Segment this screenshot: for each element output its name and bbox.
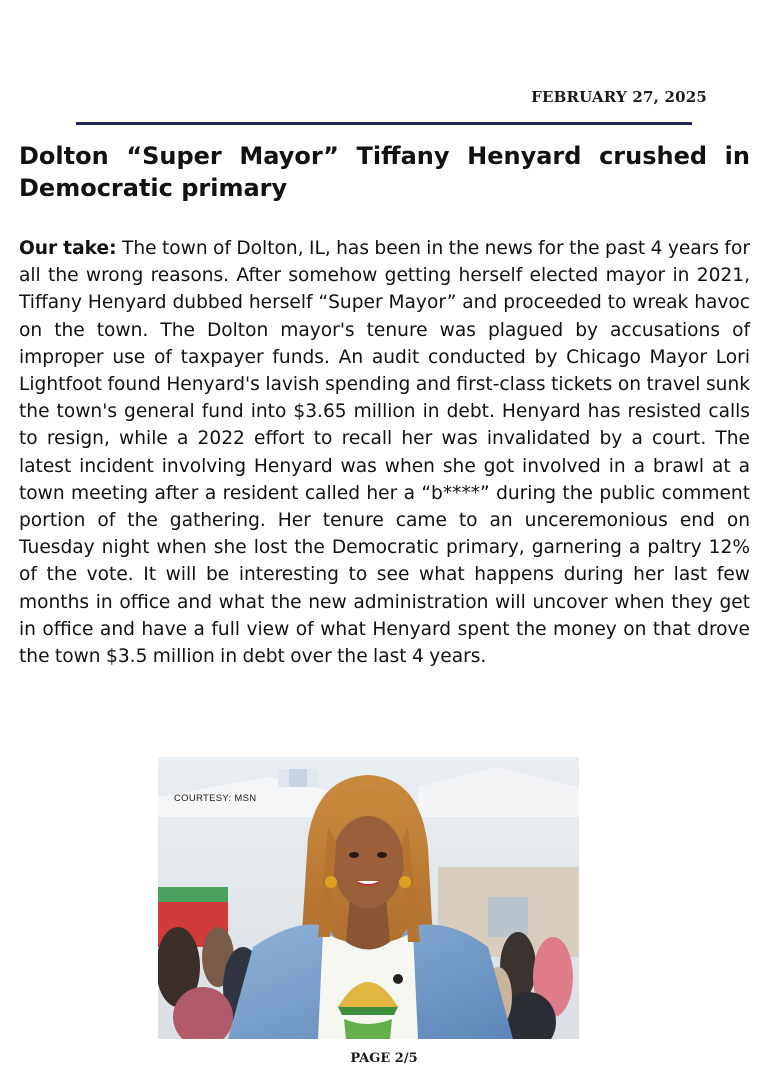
article-date: FEBRUARY 27, 2025 (531, 88, 707, 106)
page-number: PAGE 2/5 (350, 1051, 418, 1066)
lead-label: Our take: (19, 238, 117, 259)
article-headline: Dolton “Super Mayor” Tiffany Henyard crushed in Democratic primary (19, 142, 750, 202)
photo-credit: COURTESY: MSN (174, 793, 257, 804)
article-body-text: The town of Dolton, IL, has been in the news for the past 4 years for all the wrong reasons. After somehow getting herself elected mayor in 2021, Tiffany Henyard dubbed herself “Super Mayor” and proceeded to wreak havoc on the town. The Dolton mayor's tenure was plagued by accusations of improper use of taxpayer funds. An audit conducted by Chicago Mayor Lori Lightfoot found Henyard's lavish spending and first-class tickets on travel sunk the town's general fund into $3.65 million in debt. Henyard has resisted calls to resign, while a 2022 effort to recall her was invalidated by a court. The latest incident involving Henyard was when she got involved in a brawl at a town meeting after a resident called her a “b****” during the public comment portion of the gathering. Her tenure came to an unceremonious end on Tuesday night when she lost the Democratic primary, garnering a paltry 12% of the vote. It will be interesting to see what happens during her last few months in office and what the new administration will uncover when they get in office and have a full view of what Henyard spent the money on that drove the town $3.5 million in debt over the last 4 years. (19, 238, 750, 668)
article-body (19, 235, 750, 670)
header-divider (76, 122, 692, 125)
mayor-photo (158, 757, 579, 1039)
